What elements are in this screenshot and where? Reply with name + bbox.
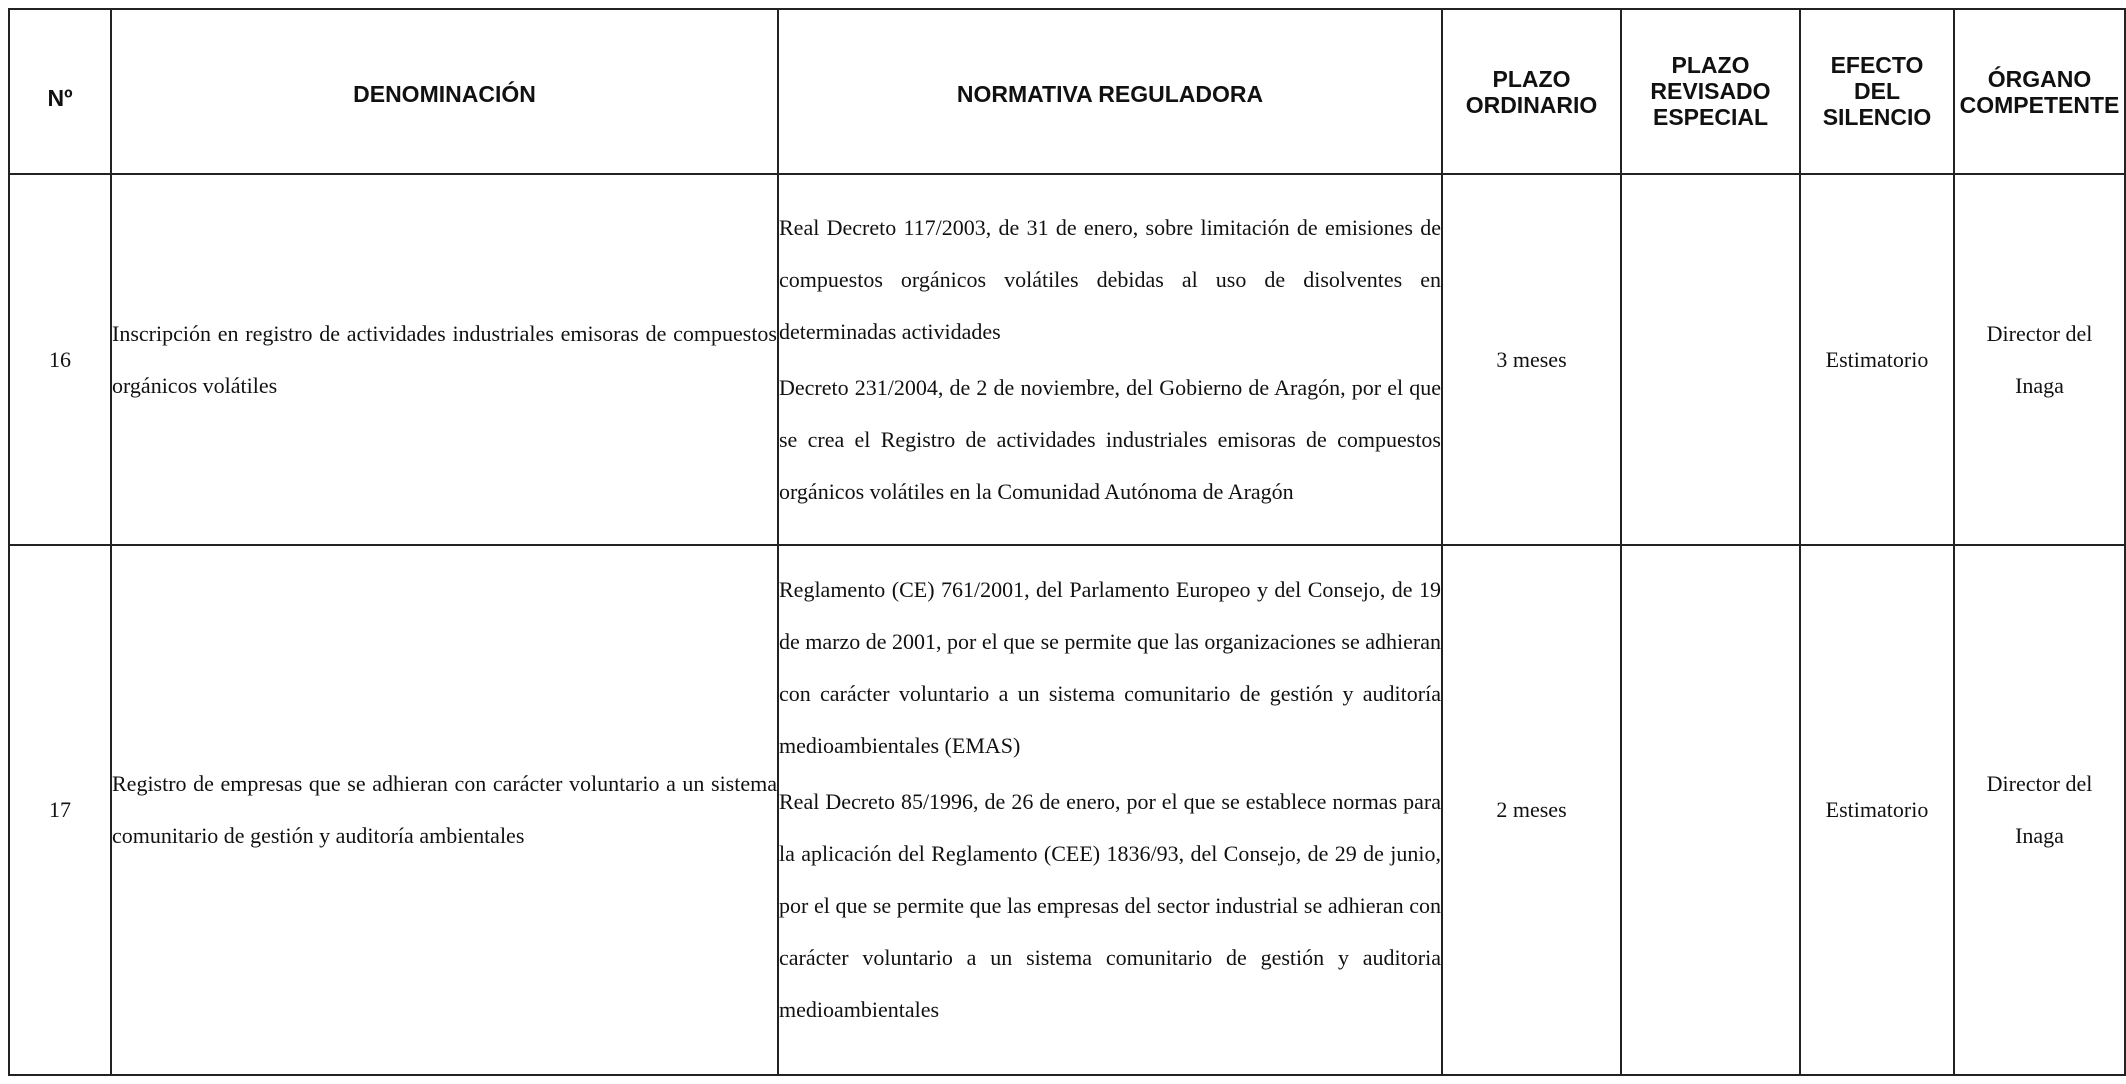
organo-line: Director del	[1986, 771, 2093, 796]
organo-line: Inaga	[2015, 372, 2064, 398]
table-row	[9, 545, 2125, 1075]
table-row	[9, 174, 2125, 545]
header-plazo-revisado-line: ESPECIAL	[1652, 104, 1769, 130]
table-header-row	[9, 9, 2125, 174]
row-organo	[1954, 174, 2125, 545]
header-efecto-line: EFECTO	[1830, 52, 1924, 78]
header-normativa-label: NORMATIVA REGULADORA	[956, 80, 1264, 107]
row-efecto-silencio: Estimatorio	[1800, 545, 1954, 1075]
row-plazo-revisado	[1621, 545, 1800, 1075]
header-denominacion-label: DENOMINACIÓN	[353, 80, 536, 107]
denominacion-text: Inscripción en registro de actividades industriales emisoras de compuestos orgánicos volátiles	[112, 320, 777, 398]
denominacion-text: Registro de empresas que se adhieran con carácter voluntario a un sistema comunitario de gestión y auditoría ambientales	[112, 771, 777, 848]
row-number: 16	[9, 174, 111, 545]
row-organo	[1954, 545, 2125, 1075]
header-normativa	[778, 9, 1442, 174]
row-normativa	[778, 545, 1442, 1075]
header-plazo-ordinario-line: ORDINARIO	[1465, 92, 1598, 118]
organo-line: Director del	[1986, 320, 2093, 346]
header-plazo-revisado	[1621, 9, 1800, 174]
header-num-label: Nº	[47, 84, 73, 111]
header-num	[9, 9, 111, 174]
header-organo-line: COMPETENTE	[1959, 92, 2120, 118]
row-plazo-revisado	[1621, 174, 1800, 545]
header-organo-line: ÓRGANO	[1987, 66, 2092, 92]
header-plazo-revisado-line: PLAZO	[1671, 52, 1750, 78]
row-efecto-silencio: Estimatorio	[1800, 174, 1954, 545]
procedures-table	[8, 8, 2126, 1076]
row-normativa	[778, 174, 1442, 545]
header-efecto-silencio	[1800, 9, 1954, 174]
row-plazo-ordinario: 3 meses	[1442, 174, 1621, 545]
row-denominacion	[111, 174, 778, 545]
normativa-paragraph: Reglamento (CE) 761/2001, del Parlamento Europeo y del Consejo, de 19 de marzo de 2001, por el que se permite que las organizaciones se adhieran con carácter voluntario a un sistema comunitario de gestión y auditoría medioambientales (EMAS)	[779, 577, 1441, 758]
organo-line: Inaga	[2015, 823, 2064, 848]
row-number: 17	[9, 545, 111, 1075]
normativa-paragraph: Decreto 231/2004, de 2 de noviembre, del Gobierno de Aragón, por el que se crea el Registro de actividades industriales emisoras de compuestos orgánicos volátiles en la Comunidad Autónoma de Aragón	[779, 374, 1441, 504]
header-plazo-ordinario-line: PLAZO	[1492, 66, 1571, 92]
normativa-paragraph: Real Decreto 117/2003, de 31 de enero, sobre limitación de emisiones de compuestos orgánicos volátiles debidas al uso de disolventes en determinadas actividades	[779, 214, 1441, 344]
header-organo	[1954, 9, 2125, 174]
row-plazo-ordinario: 2 meses	[1442, 545, 1621, 1075]
header-efecto-line: DEL	[1854, 78, 1900, 104]
header-plazo-revisado-line: REVISADO	[1650, 78, 1771, 104]
header-efecto-line: SILENCIO	[1822, 104, 1932, 130]
header-denominacion	[111, 9, 778, 174]
normativa-paragraph: Real Decreto 85/1996, de 26 de enero, por el que se establece normas para la aplicación del Reglamento (CEE) 1836/93, del Consejo, de 29 de junio, por el que se permite que las empresas del sector industrial se adhieran con carácter voluntario a un sistema comunitario de gestión y auditoria medioambientales	[779, 789, 1441, 1022]
header-plazo-ordinario	[1442, 9, 1621, 174]
row-denominacion	[111, 545, 778, 1075]
